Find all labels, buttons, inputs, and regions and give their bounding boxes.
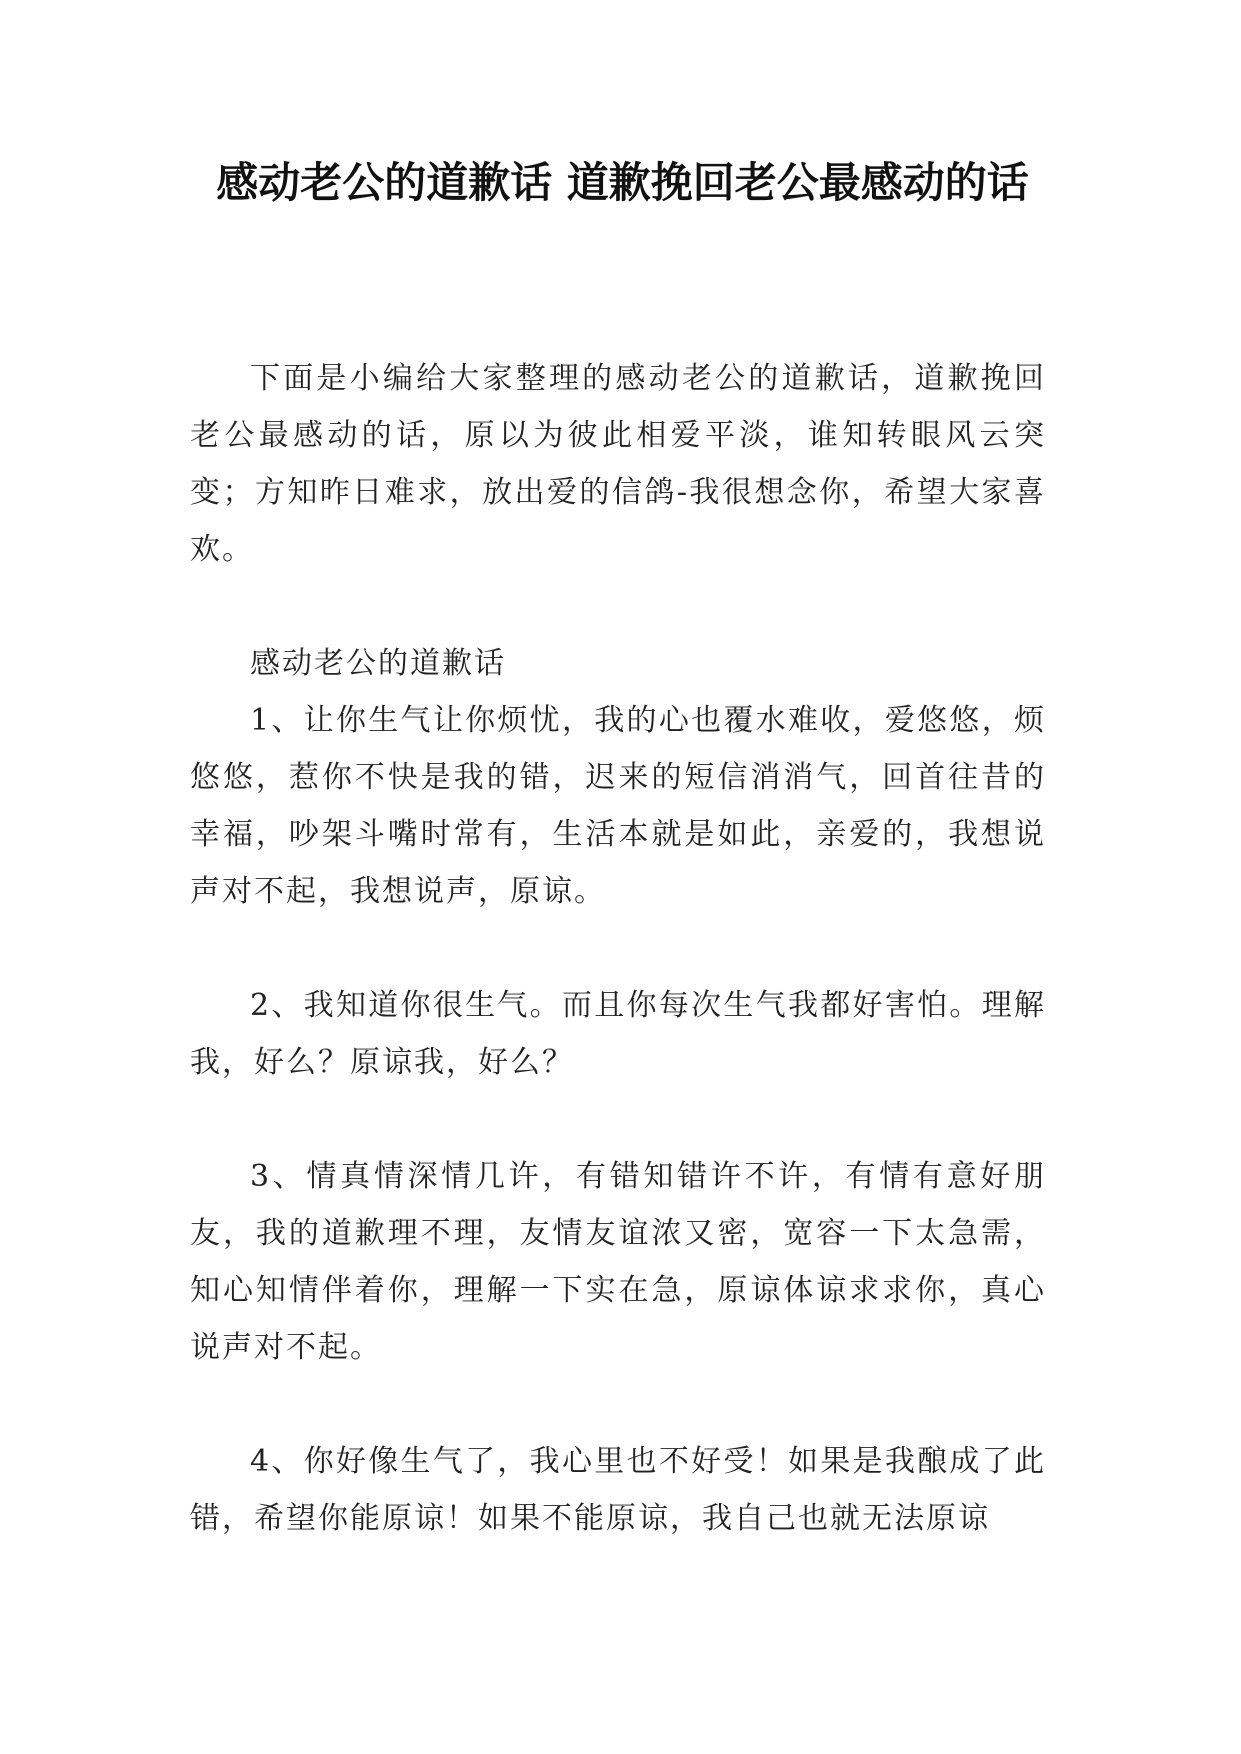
intro-paragraph: 下面是小编给大家整理的感动老公的道歉话，道歉挽回老公最感动的话，原以为彼此相爱平淡，谁知转眼风云突变；方知昨日难求，放出爱的信鸽-我很想念你，希望大家喜欢。 — [190, 361, 1046, 567]
document-body — [190, 350, 1046, 1547]
list-item: 1、让你生气让你烦忧，我的心也覆水难收，爱悠悠，烦悠悠，惹你不快是我的错，迟来的短信消消气，回首往昔的幸福，吵架斗嘴时常有，生活本就是如此，亲爱的，我想说声对不起，我想说声，原谅。 — [190, 703, 1046, 909]
list-item: 3、情真情深情几许，有错知错许不许，有情有意好朋友，我的道歉理不理，友情友谊浓又密，宽容一下太急需，知心知情伴着你，理解一下实在急，原谅体谅求求你，真心说声对不起。 — [190, 1159, 1046, 1365]
section-heading: 感动老公的道歉话 — [250, 646, 506, 681]
list-item: 2、我知道你很生气。而且你每次生气我都好害怕。理解我，好么？原谅我，好么？ — [190, 988, 1046, 1080]
list-item: 4、你好像生气了，我心里也不好受！如果是我酿成了此错，希望你能原谅！如果不能原谅，我自己也就无法原谅 — [190, 1444, 1046, 1536]
document-title: 感动老公的道歉话 道歉挽回老公最感动的话 — [216, 158, 1029, 207]
